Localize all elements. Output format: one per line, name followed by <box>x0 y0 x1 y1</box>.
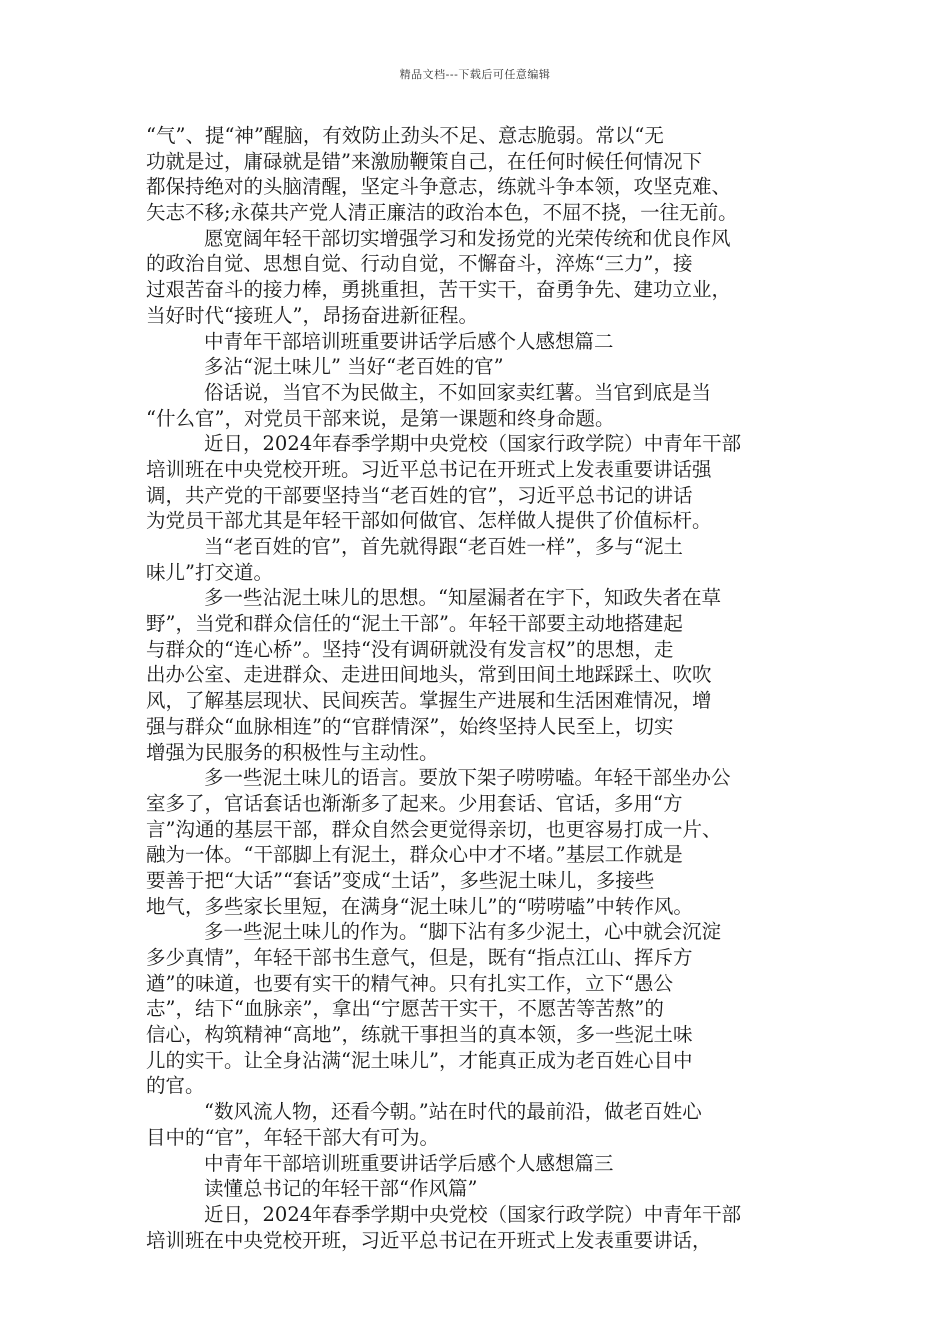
text-line: 融为一体。“干部脚上有泥土，群众心中才不堵。”基层工作就是 <box>146 843 683 867</box>
text-line: 多沾“泥土味儿” 当好“老百姓的官” <box>204 355 504 379</box>
text-line: 读懂总书记的年轻干部“作风篇” <box>204 1177 478 1201</box>
text-line: 多一些泥土味儿的语言。要放下架子唠唠嗑。年轻干部坐办公 <box>204 766 731 790</box>
text-line: 愿宽阔年轻干部切实增强学习和发扬党的光荣传统和优良作风 <box>204 226 731 250</box>
text-line: 味儿”打交道。 <box>146 560 273 584</box>
text-line: 要善于把“大话”“套话”变成“土话”，多些泥土味儿，多接些 <box>146 868 655 892</box>
text-line: 当好时代“接班人”，昂扬奋进新征程。 <box>146 303 478 327</box>
document-body <box>146 123 806 1253</box>
text-line: “气”、提“神”醒脑，有效防止劲头不足、意志脆弱。常以“无 <box>146 124 664 147</box>
text-line: 调，共产党的干部要坚持当“老百姓的官”，习近平总书记的讲话 <box>146 483 693 507</box>
text-line: 都保持绝对的头脑清醒，坚定斗争意志，练就斗争本领，攻坚克难、 <box>146 175 732 199</box>
text-line: 地气，多些家长里短，在满身“泥土味儿”的“唠唠嗑”中转作风。 <box>146 894 693 918</box>
text-line: 过艰苦奋斗的接力棒，勇挑重担，苦干实干，奋勇争先、建功立业， <box>146 278 732 302</box>
text-line: 培训班在中央党校开班，习近平总书记在开班式上发表重要讲话， <box>146 1228 712 1252</box>
text-line: 为党员干部尤其是年轻干部如何做官、怎样做人提供了价值标杆。 <box>146 509 712 533</box>
text-line: 培训班在中央党校开班。习近平总书记在开班式上发表重要讲话强 <box>146 457 712 481</box>
text-line: “数风流人物，还看今朝。”站在时代的最前沿，做老百姓心 <box>204 1100 702 1124</box>
text-line: 风，了解基层现状、民间疾苦。掌握生产进展和生活困难情况，增 <box>146 689 712 713</box>
text-line: 儿的实干。让全身沾满“泥土味儿”，才能真正成为老百姓心目中 <box>146 1048 693 1072</box>
text-line: 俗话说，当官不为民做主，不如回家卖红薯。当官到底是当 <box>204 380 712 404</box>
text-line: 近日，2024年春季学期中央党校（国家行政学院）中青年干部 <box>204 1202 742 1226</box>
text-line: 多一些泥土味儿的作为。“脚下沾有多少泥土，心中就会沉淀 <box>204 920 721 944</box>
text-line: 矢志不移;永葆共产党人清正廉洁的政治本色，不屈不挠，一往无前。 <box>146 201 738 225</box>
text-line: 出办公室、走进群众、走进田间地头，常到田间土地踩踩土、吹吹 <box>146 663 712 687</box>
text-line: 与群众的“连心桥”。坚持“没有调研就没有发言权”的思想，走 <box>146 637 674 661</box>
text-line: 信心，构筑精神“高地”，练就干事担当的真本领，多一些泥土味 <box>146 1023 693 1047</box>
text-line: 中青年干部培训班重要讲话学后感个人感想篇二 <box>204 329 614 353</box>
text-line: 多少真情”，年轻干部书生意气，但是，既有“指点江山、挥斥方 <box>146 946 693 969</box>
page-header: 精品文档---下载后可任意编辑 <box>399 68 551 81</box>
text-line: 言”沟通的基层干部，群众自然会更觉得亲切，也更容易打成一片、 <box>146 817 722 841</box>
text-line: 目中的“官”，年轻干部大有可为。 <box>146 1125 439 1149</box>
text-line: 中青年干部培训班重要讲话学后感个人感想篇三 <box>204 1151 614 1175</box>
text-line: 志”，结下“血脉亲”，拿出“宁愿苦干实干，不愿苦等苦熬”的 <box>146 997 664 1021</box>
text-line: “什么官”，对党员干部来说，是第一课题和终身命题。 <box>146 406 615 430</box>
text-line: 野”，当党和群众信任的“泥土干部”。年轻干部要主动地搭建起 <box>146 612 683 636</box>
text-line: 功就是过，庸碌就是错”来激励鞭策自己，在任何时候任何情况下 <box>146 149 702 173</box>
text-line: 的政治自觉、思想自觉、行动自觉，不懈奋斗，淬炼“三力”，接 <box>146 252 693 276</box>
text-line: 多一些沾泥土味儿的思想。“知屋漏者在宇下，知政失者在草 <box>204 586 721 610</box>
text-line: 近日，2024年春季学期中央党校（国家行政学院）中青年干部 <box>204 432 742 456</box>
text-line: 遒”的味道，也要有实干的精气神。只有扎实工作，立下“愚公 <box>146 971 673 995</box>
text-line: 强与群众“血脉相连”的“官群情深”，始终坚持人民至上，切实 <box>146 714 674 738</box>
text-line: 室多了，官话套话也渐渐多了起来。少用套话、官话，多用“方 <box>146 791 683 815</box>
text-line: 增强为民服务的积极性与主动性。 <box>146 740 439 764</box>
text-line: 当“老百姓的官”，首先就得跟“老百姓一样”，多与“泥土 <box>204 535 683 558</box>
text-line: 的官。 <box>146 1074 205 1098</box>
